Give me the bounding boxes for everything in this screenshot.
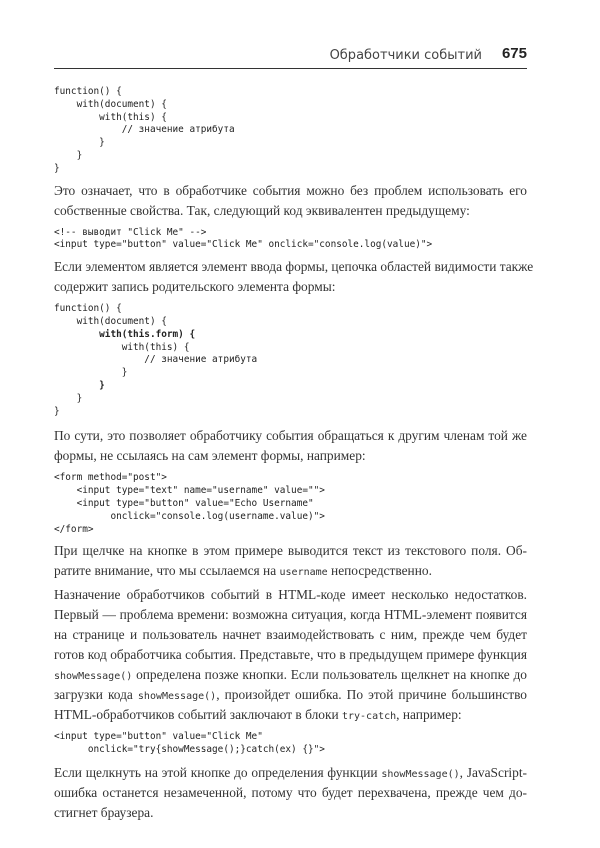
text-line — [54, 585, 527, 605]
paragraph — [54, 426, 527, 466]
code-line: function() { — [54, 86, 122, 97]
code-line: <input type="button" value="Click Me" onclick="console.log(value)"> — [54, 239, 433, 251]
text-line — [54, 446, 527, 466]
paragraph — [54, 763, 527, 823]
code-line: <form method="post"> — [54, 472, 167, 484]
code-line: <input type="button" value="Click Me" — [54, 731, 263, 743]
text-line — [54, 541, 527, 561]
code-line: with(this.form) { — [54, 328, 196, 340]
inline-code: showMessage() — [137, 691, 217, 703]
inline-code: showMessage() — [54, 671, 133, 683]
code-line: onclick="console.log(username.value)"> — [54, 510, 325, 522]
inline-code: username — [279, 567, 328, 579]
text-line — [54, 625, 527, 645]
text-run: Если щелкнуть на этой кнопке до определения функции — [54, 764, 382, 780]
code-listing — [54, 731, 527, 757]
page-number: 675 — [501, 45, 527, 62]
code-line: // значение атрибута — [54, 354, 258, 366]
text-run: ратите внимание, что мы ссылаемся на — [54, 563, 280, 579]
text-run: Если элементом является элемент ввода формы, цепочка областей видимости также — [54, 259, 534, 275]
text-run: формы, не ссылаясь на сам элемент формы, например: — [54, 448, 366, 464]
code-line: <input type="text" name="username" value=""> — [54, 485, 325, 497]
code-line: with(this) { — [54, 111, 167, 123]
running-header-title: Обработчики событий — [329, 48, 482, 63]
code-line: with(document) { — [54, 98, 167, 110]
code-line: </form> — [54, 523, 94, 535]
text-line — [54, 181, 527, 201]
text-run: , например: — [396, 707, 462, 723]
paragraph — [54, 181, 527, 221]
text-line — [54, 665, 527, 685]
code-line: } — [54, 379, 105, 391]
text-line — [54, 705, 527, 725]
code-line: // значение атрибута — [54, 124, 235, 136]
code-listing — [54, 303, 527, 418]
text-run: Первый — проблема времени: возможна ситуация, когда HTML-элемент появится — [54, 607, 527, 623]
text-run: , произойдет ошибка. По этой причине большинство — [216, 687, 527, 703]
text-run: стигнет браузера. — [54, 804, 154, 820]
text-run: непосредственно. — [327, 563, 432, 579]
text-run: Назначение обработчиков событий в HTML-коде имеет несколько недостатков. — [54, 587, 527, 603]
code-line: } — [54, 162, 60, 174]
inline-code: showMessage() — [381, 768, 460, 780]
text-line — [54, 426, 527, 446]
page-content — [54, 86, 534, 823]
code-line: } — [54, 149, 83, 161]
header-rule — [54, 68, 527, 69]
code-line: function() { — [54, 303, 122, 315]
code-listing — [54, 86, 527, 176]
text-line — [54, 605, 527, 625]
code-line: } — [54, 367, 128, 379]
text-run: При щелчке на кнопке в этом примере выводится текст из текстового поля. Об- — [54, 543, 527, 559]
text-line — [54, 257, 534, 277]
text-line — [54, 685, 527, 705]
text-run: HTML-обработчиков событий заключают в блоки — [54, 707, 342, 723]
text-run: на странице и пользователь начнет взаимодействовать с ним, прежде чем будет — [54, 627, 527, 643]
code-line: with(document) { — [54, 315, 167, 327]
inline-code: try-catch — [341, 711, 397, 723]
code-line: } — [54, 392, 83, 404]
text-run: ошибка останется незамеченной, потому что будет перехвачена, прежде чем до- — [54, 784, 527, 800]
code-listing — [54, 472, 527, 536]
paragraph — [54, 541, 527, 581]
code-line: <input type="button" value="Echo Username" — [54, 497, 314, 509]
code-line: } — [54, 137, 105, 149]
paragraph — [54, 257, 534, 297]
text-run: содержит запись родительского элемента формы: — [54, 279, 336, 295]
code-line: <!-- выводит "Click Me" --> — [54, 226, 207, 238]
code-listing — [54, 227, 527, 253]
text-run: По сути, это позволяет обработчику события обращаться к другим членам той же — [54, 428, 527, 444]
text-run: собственные свойства. Так, следующий код эквивалентен предыдущему: — [54, 202, 470, 218]
text-line — [54, 561, 527, 581]
paragraph — [54, 585, 527, 725]
text-line — [54, 763, 527, 783]
text-run: определена позже кнопки. Если пользователь щелкнет на кнопке до — [132, 667, 527, 683]
text-run: Это означает, что в обработчике события можно без проблем использовать его — [54, 182, 527, 198]
text-run: загрузки кода — [54, 687, 138, 703]
text-line — [54, 783, 527, 803]
text-run: готов код обработчика события. Представьте, что в предыдущем примере функция — [54, 647, 527, 663]
code-line: with(this) { — [54, 341, 190, 353]
text-line — [54, 277, 527, 297]
text-line — [54, 803, 527, 823]
code-line: onclick="try{showMessage();}catch(ex) {}"> — [54, 744, 325, 756]
text-line — [54, 645, 527, 665]
code-line: } — [54, 405, 60, 417]
text-run: , JavaScript- — [459, 764, 527, 780]
text-line — [54, 201, 527, 221]
